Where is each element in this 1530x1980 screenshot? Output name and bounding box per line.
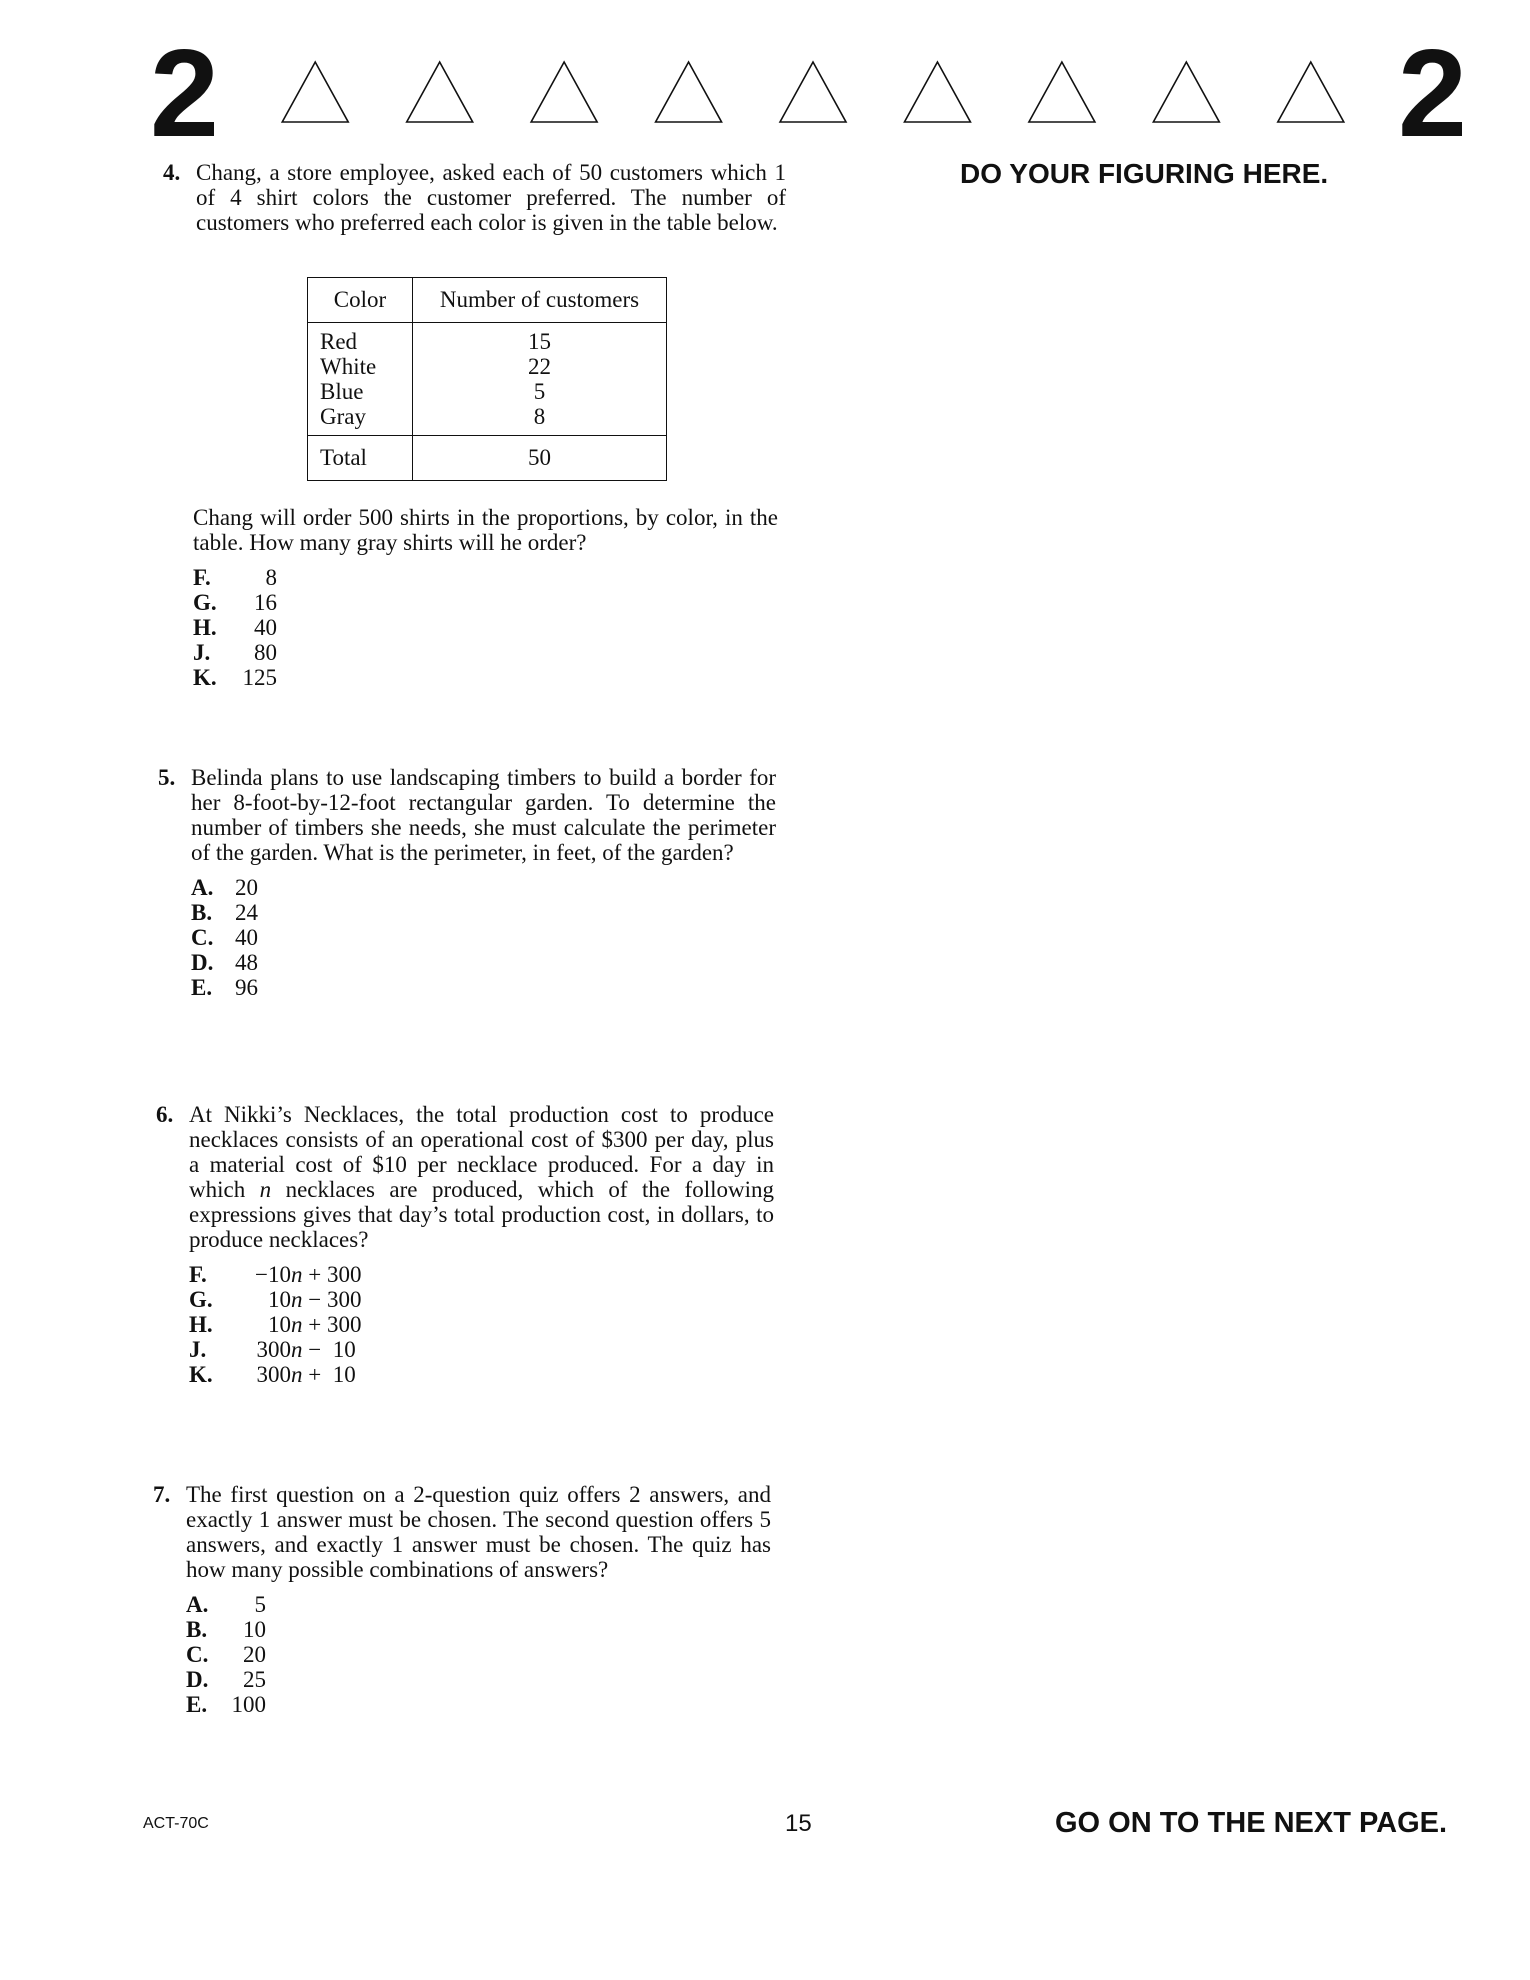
question-text-part: At Nikki’s Necklaces, the total production cost to produce necklaces consists of an operational cost of $300 per day, plus a material cost of $10 per necklace produced. For a day in which xyxy=(189,1102,774,1202)
next-page-notice: GO ON TO THE NEXT PAGE. xyxy=(1055,1807,1448,1839)
choice-letter: G. xyxy=(193,590,217,615)
answer-choice[interactable] xyxy=(191,975,776,1000)
choice-value: 5 xyxy=(254,1592,266,1617)
section-number-left: 2 xyxy=(150,25,219,163)
question-number: 4. xyxy=(163,160,181,185)
choice-var: n xyxy=(291,1287,303,1312)
question-text-part: necklaces are produced, which of the following expressions gives that day’s total production cost, in dollars, to produce necklaces? xyxy=(189,1177,774,1252)
answer-choice[interactable] xyxy=(191,900,776,925)
choice-letter: J. xyxy=(193,640,211,665)
answer-choice[interactable] xyxy=(189,1262,774,1287)
triangle-icon xyxy=(1029,62,1095,122)
shirt-color-table xyxy=(307,277,667,481)
triangle-icon xyxy=(780,62,846,122)
choice-coef: −10 xyxy=(255,1262,291,1287)
table-cell-color: White xyxy=(320,354,377,379)
table-cell-color: Gray xyxy=(320,404,366,429)
table-total-label: Total xyxy=(308,436,413,481)
triangle-icon xyxy=(1153,62,1219,122)
choice-value: 48 xyxy=(235,950,258,975)
question-text: Chang, a store employee, asked each of 50 customers which 1 of 4 shirt colors the customer preferred. The number of customers who preferred each color is given in the table below. xyxy=(196,160,786,235)
answer-choice[interactable] xyxy=(189,1337,774,1362)
choice-coef: 300 xyxy=(256,1337,291,1362)
table-cell-color: Red xyxy=(320,329,358,354)
table-total-value: 50 xyxy=(413,436,667,481)
triangle-icon xyxy=(282,62,348,122)
page-number: 15 xyxy=(785,1810,812,1837)
question-4-followup xyxy=(163,505,778,690)
variable-n: n xyxy=(259,1177,272,1202)
choice-rest: + 10 xyxy=(302,1362,356,1387)
choice-value: 10 xyxy=(243,1617,266,1642)
choice-letter: D. xyxy=(191,950,214,975)
choice-letter: A. xyxy=(186,1592,209,1617)
count-column xyxy=(413,323,667,436)
question-6 xyxy=(156,1102,774,1387)
choice-var: n xyxy=(291,1312,303,1337)
choice-value: 25 xyxy=(243,1667,266,1692)
table-cell-color: Blue xyxy=(320,379,364,404)
question-number: 5. xyxy=(158,765,176,790)
answer-choices xyxy=(191,875,776,1000)
table-header-count: Number of customers xyxy=(413,278,667,323)
choice-value: 96 xyxy=(235,975,258,1000)
choice-var: n xyxy=(291,1262,303,1287)
choice-value: 20 xyxy=(235,875,258,900)
answer-choice[interactable] xyxy=(193,640,778,665)
question-number: 7. xyxy=(153,1482,171,1507)
choice-coef: 10 xyxy=(268,1312,291,1337)
question-7 xyxy=(153,1482,771,1717)
table-cell-count: 5 xyxy=(533,379,546,404)
choice-value: 16 xyxy=(254,590,277,615)
question-text: Belinda plans to use landscaping timbers to build a border for her 8-foot-by-12-foot rectangular garden. To determine the number of timbers she needs, she must calculate the perimeter of the garden. What is the perimeter, in feet, of the garden? xyxy=(191,765,776,865)
choice-coef: 300 xyxy=(256,1362,291,1387)
choice-rest: + 300 xyxy=(302,1312,362,1337)
answer-choices xyxy=(189,1262,774,1387)
choice-letter: H. xyxy=(189,1312,213,1337)
answer-choices xyxy=(186,1592,771,1717)
figuring-label: DO YOUR FIGURING HERE. xyxy=(960,158,1329,189)
table-cell-count: 22 xyxy=(528,354,551,379)
choice-letter: D. xyxy=(186,1667,209,1692)
answer-choice[interactable] xyxy=(186,1642,771,1667)
choice-value: 40 xyxy=(235,925,258,950)
answer-choice[interactable] xyxy=(186,1617,771,1642)
table-cell-count: 8 xyxy=(533,404,546,429)
answer-choice[interactable] xyxy=(189,1362,774,1387)
triangle-border xyxy=(253,56,1373,128)
choice-value: 80 xyxy=(254,640,277,665)
color-column xyxy=(308,323,413,436)
choice-letter: J. xyxy=(189,1337,207,1362)
question-text xyxy=(189,1102,774,1252)
answer-choice[interactable] xyxy=(193,590,778,615)
triangle-icon xyxy=(656,62,722,122)
choice-letter: F. xyxy=(189,1262,207,1287)
choice-letter: B. xyxy=(191,900,213,925)
choice-var: n xyxy=(291,1362,303,1387)
triangle-icon xyxy=(904,62,970,122)
choice-letter: K. xyxy=(193,665,217,690)
choice-value: 125 xyxy=(242,665,277,690)
choice-value: 24 xyxy=(235,900,258,925)
answer-choice[interactable] xyxy=(186,1667,771,1692)
choice-value: 40 xyxy=(254,615,277,640)
choice-letter: E. xyxy=(186,1692,208,1717)
choice-letter: B. xyxy=(186,1617,208,1642)
choice-value: 20 xyxy=(243,1642,266,1667)
question-4 xyxy=(163,160,786,235)
answer-choice[interactable] xyxy=(186,1692,771,1717)
choice-letter: A. xyxy=(191,875,214,900)
section-number-right: 2 xyxy=(1398,25,1467,163)
answer-choice[interactable] xyxy=(193,615,778,640)
answer-choice[interactable] xyxy=(191,950,776,975)
choice-letter: C. xyxy=(191,925,214,950)
choice-letter: F. xyxy=(193,565,211,590)
answer-choice[interactable] xyxy=(191,925,776,950)
answer-choice[interactable] xyxy=(189,1312,774,1337)
choice-letter: K. xyxy=(189,1362,213,1387)
triangle-icon xyxy=(531,62,597,122)
answer-choice[interactable] xyxy=(186,1592,771,1617)
choice-var: n xyxy=(291,1337,303,1362)
choice-coef: 10 xyxy=(268,1287,291,1312)
question-followup-text: Chang will order 500 shirts in the proportions, by color, in the table. How many gray shirts will he order? xyxy=(193,505,778,555)
table-header-color: Color xyxy=(308,278,413,323)
answer-choice[interactable] xyxy=(191,875,776,900)
triangle-icon xyxy=(1278,62,1344,122)
choice-letter: H. xyxy=(193,615,217,640)
answer-choices xyxy=(193,565,778,690)
choice-value: 8 xyxy=(265,565,277,590)
choice-letter: G. xyxy=(189,1287,213,1312)
answer-choice[interactable] xyxy=(193,565,778,590)
choice-rest: − 300 xyxy=(302,1287,362,1312)
choice-letter: C. xyxy=(186,1642,209,1667)
choice-rest: + 300 xyxy=(302,1262,362,1287)
answer-choice[interactable] xyxy=(189,1287,774,1312)
table-cell-count: 15 xyxy=(528,329,551,354)
triangle-icon xyxy=(407,62,473,122)
choice-letter: E. xyxy=(191,975,213,1000)
question-text: The first question on a 2-question quiz offers 2 answers, and exactly 1 answer must be chosen. The second question offers 5 answers, and exactly 1 answer must be chosen. The quiz has how many possible combinations of answers? xyxy=(186,1482,771,1582)
form-code: ACT-70C xyxy=(143,1815,209,1832)
choice-rest: − 10 xyxy=(302,1337,356,1362)
question-number: 6. xyxy=(156,1102,174,1127)
choice-value: 100 xyxy=(231,1692,266,1717)
answer-choice[interactable] xyxy=(193,665,778,690)
question-5 xyxy=(158,765,776,1000)
